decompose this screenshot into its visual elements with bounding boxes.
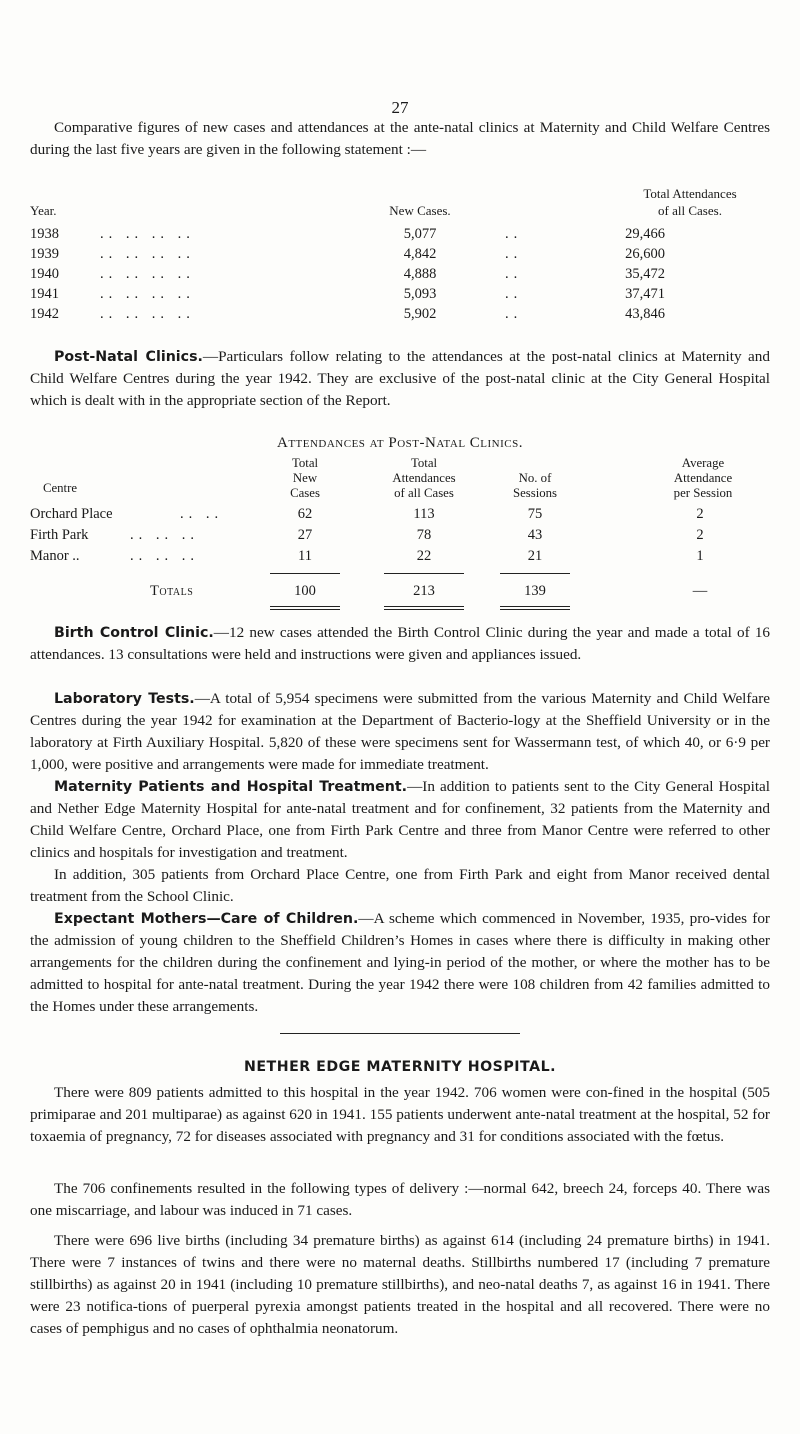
total-cell: 35,472 [625,266,665,282]
subtotal-rule [500,573,570,574]
header-line: Attendances [392,471,456,485]
new-cases-cell: 5,077 [403,226,437,242]
total-double-rule [500,606,570,610]
intro-paragraph: Comparative figures of new cases and attendances at the ante-natal clinics at Maternity and Child Welfare Centres during the last five years are given in the following statement :— [30,119,770,158]
total-sessions: 139 [524,583,546,599]
table-row [30,545,770,567]
average-cell: 2 [696,527,704,543]
birth-control-paragraph [30,622,770,666]
maternity-text: —In addition to patients sent to the City General Hospital and Nether Edge Maternity Hospital for ante-natal treatment and for confinement, 32 patients from the Maternity and Child Welfare Centre, Orchard Place, one from Firth Park Centre and three from Manor Centre were referred to other clinics and hospitals for investigation and treatment. [30,778,771,861]
total-cell: 37,471 [625,286,665,302]
header-line: Sessions [512,486,558,500]
header-total-line1: Total Attendances [643,186,737,201]
attendances-cell: 22 [416,548,432,564]
header-line: No. of [518,471,552,485]
total-double-rule [384,606,464,610]
year-cell: 1938 [30,226,59,242]
leader-dots: .. [505,286,523,302]
new-cases-cell: 11 [298,548,312,564]
leader-dots: .. .. .. [130,527,199,543]
sessions-cell: 21 [527,548,543,564]
leader-dots: .. .. .. .. [100,266,195,282]
table-row [30,263,770,283]
header-total-line2: of all Cases. [658,203,722,218]
expectant-mothers-paragraph [30,908,770,1018]
header-line: per Session [673,486,733,500]
post-natal-heading: Post-Natal Clinics. [54,349,203,365]
header-line: of all Cases [394,486,454,500]
header-line: New [292,471,318,485]
new-cases-cell: 27 [297,527,313,543]
header-line: Total [410,456,438,470]
year-cell: 1942 [30,306,59,322]
header-new-cases: New Cases. [389,203,451,218]
total-cell: 43,846 [625,306,665,322]
average-cell: 2 [696,506,704,522]
attendances-cell: 78 [416,527,432,543]
total-cell: 26,600 [625,246,665,262]
table-row [30,283,770,303]
total-attendances: 213 [413,583,435,599]
leader-dots: .. .. .. .. [100,246,195,262]
maternity-paragraph [30,776,770,864]
birth-control-text: —12 new cases attended the Birth Control Clinic during the year and made a total of 16 attendances. 13 consultations were held and instructions were given and appliances issued. [30,624,771,663]
centre-cell: Firth Park [30,527,89,543]
subtotal-rule [384,573,464,574]
year-cell: 1941 [30,286,59,302]
header-line: Total [291,456,319,470]
table-row [30,243,770,263]
table-row [30,303,770,323]
average-cell: 1 [696,548,704,564]
post-natal-text: —Particulars follow relating to the attendances at the post-natal clinics at Maternity and Child Welfare Centres during the year 1942. They are exclusive of the post-natal clinic at the City General Hospital which is dealt with in the appropriate section of the Report. [30,348,770,409]
maternity-paragraph-2: In addition, 305 patients from Orchard Place Centre, one from Firth Park and eight from Manor received dental treatment from the School Clinic. [30,866,770,905]
maternity-heading: Maternity Patients and Hospital Treatment. [54,779,408,795]
total-new-cases: 100 [294,583,316,599]
laboratory-text: —A total of 5,954 specimens were submitted from the various Maternity and Child Welfare Centres during the year 1942 for examination at the Department of Bacterio-logy at the Sheffield University or in the laboratory at Firth Auxiliary Hospital. 5,820 of these were specimens sent for Wassermann test, of which 40, or 6·9 per 1,000, were positive and arrangements were made for immediate treatment. [30,690,771,773]
nether-edge-paragraph-1: There were 809 patients admitted to this hospital in the year 1942. 706 women were con-fined in the hospital (505 primiparae and 201 multiparae) as against 620 in 1941. 155 patients underwent ante-natal treatment at the hospital, 52 for toxaemia of pregnancy, 72 for diseases associated with pregnancy and 31 for conditions associated with the fœtus. [30,1084,770,1145]
sessions-cell: 43 [527,527,543,543]
header-line: Cases [290,486,320,500]
antenatal-table-header [30,183,770,223]
laboratory-paragraph [30,688,770,776]
totals-row [30,580,770,602]
attendances-cell: 113 [413,506,435,522]
page-number: 27 [391,98,409,117]
header-sessions [495,471,575,501]
expectant-mothers-text: —A scheme which commenced in November, 1935, pro-vides for the admission of young children to the Sheffield Children’s Homes in cases where there is difficulty in making other arrangements for the children during the confinement and lying-in period of the mother, or where the mother has to be admitted to hospital for ante-natal treatment. During the year 1942 there were 108 children from 42 families admitted to the Homes under these arrangements. [30,910,770,1015]
table-row [30,524,770,546]
total-average: — [692,583,708,599]
birth-control-heading: Birth Control Clinic. [54,625,214,641]
nether-edge-title: NETHER EDGE MATERNITY HOSPITAL. [243,1059,557,1075]
header-average [648,456,758,501]
leader-dots: .. .. .. .. [100,226,195,242]
year-cell: 1940 [30,266,59,282]
leader-dots: .. .. .. .. [100,286,195,302]
header-centre: Centre [42,481,78,495]
post-natal-table-title: Attendances at Post-Natal Clinics. [276,435,523,451]
subtotal-rule [270,573,340,574]
table-row [30,223,770,243]
leader-dots: .. [505,226,523,242]
new-cases-cell: 62 [297,506,313,522]
header-new-cases [270,456,340,501]
leader-dots: .. [505,246,523,262]
leader-dots: .. .. [180,506,224,522]
sessions-cell: 75 [527,506,543,522]
header-line: Average [681,456,725,470]
centre-cell: Manor .. [30,548,80,564]
centre-cell: Orchard Place [30,506,113,522]
header-year: Year. [30,203,57,218]
nether-edge-paragraph-2: The 706 confinements resulted in the following types of delivery :—normal 642, breech 24, forceps 40. There was one miscarriage, and labour was induced in 71 cases. [30,1180,770,1219]
new-cases-cell: 4,888 [403,266,437,282]
totals-label: Totals [150,583,194,599]
total-double-rule [270,606,340,610]
leader-dots: .. .. .. .. [100,306,195,322]
leader-dots: .. [505,306,523,322]
laboratory-heading: Laboratory Tests. [54,691,195,707]
nether-edge-paragraph-3: There were 696 live births (including 34 premature births) as against 614 (including 24 premature births) in 1941. There were 7 instances of twins and there were no maternal deaths. Stillbirths numbered 17 (including 7 premature stillbirths) as against 20 in 1941 (including 10 premature stillbirths), and neo-natal deaths 7, as against 16 in 1941. There were 23 notifica-tions of puerperal pyrexia amongst patients treated in the hospital and all recovered. There were no cases of pemphigus and no cases of ophthalmia neonatorum. [30,1232,770,1337]
header-attendances [364,456,484,501]
table-row [30,503,770,525]
year-cell: 1939 [30,246,59,262]
total-cell: 29,466 [625,226,665,242]
new-cases-cell: 5,093 [403,286,437,302]
leader-dots: .. [505,266,523,282]
header-line: Attendance [673,471,733,485]
new-cases-cell: 5,902 [403,306,437,322]
new-cases-cell: 4,842 [403,246,437,262]
post-natal-paragraph [30,346,770,412]
leader-dots: .. .. .. [130,548,199,564]
section-divider [280,1033,520,1034]
expectant-mothers-heading: Expectant Mothers—Care of Children. [54,911,359,927]
